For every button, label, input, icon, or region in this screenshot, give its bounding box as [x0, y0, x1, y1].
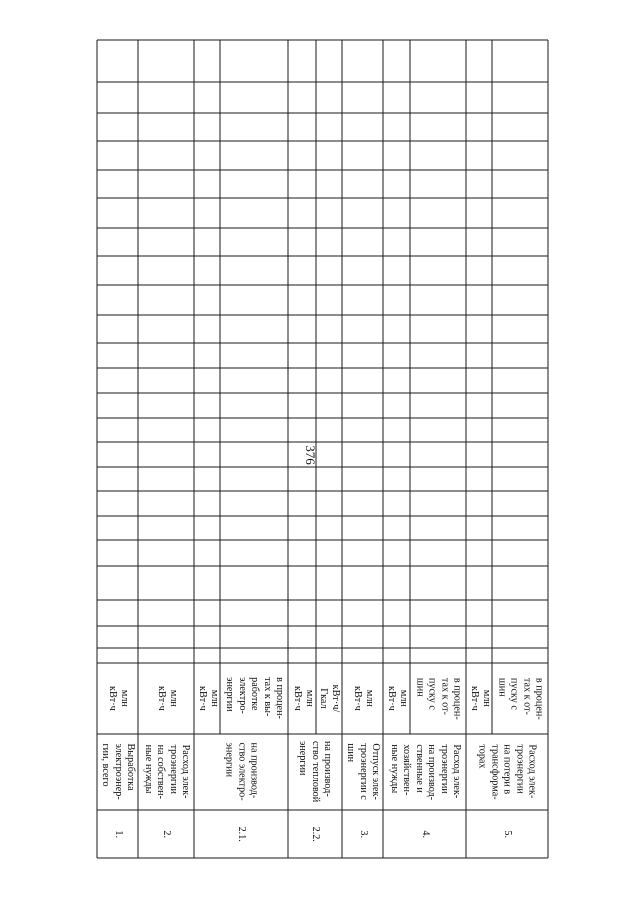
- row-2-number-cell: [138, 810, 194, 858]
- row-unit: млн кВт·ч: [155, 686, 179, 711]
- row-4-name-cell: [383, 734, 466, 810]
- row-2-2-number-cell: [288, 810, 342, 858]
- row-2-2-unit2-cell: [316, 663, 342, 734]
- row-unit-secondary: в процен- тах к вы- работке электро- энергии: [224, 677, 286, 720]
- row-3-name-cell: [342, 734, 383, 810]
- page-number: 376: [303, 445, 318, 465]
- row-name: Выработка электроэнер- гии, всего: [100, 743, 137, 801]
- row-number: 1.: [112, 830, 124, 838]
- row-unit: млн кВт·ч: [385, 686, 409, 711]
- row-2-1-name-cell: [194, 734, 288, 810]
- row-2-2-name-cell: [288, 734, 342, 810]
- row-3-unit-cell: [342, 663, 383, 734]
- row-number: 5.: [502, 830, 514, 838]
- row-unit-secondary: кВт·ч/ Гкал: [318, 684, 342, 713]
- row-2-1-number-cell: [194, 810, 288, 858]
- row-number: 2.: [161, 830, 173, 838]
- row-2-1-unit2-cell: [220, 663, 288, 734]
- row-number: 2.2.: [310, 826, 322, 842]
- row-2-1-unit-cell: [194, 663, 220, 734]
- row-name: Расход элек- троэнергии на потери в трансформа- торах: [477, 744, 539, 800]
- row-number: 3.: [357, 830, 369, 838]
- row-name: на производ- ство электро- энергии: [223, 742, 260, 802]
- row-number: 2.1.: [236, 826, 248, 842]
- row-2-2-unit-cell: [288, 663, 316, 734]
- row-unit: млн кВт·ч: [468, 686, 492, 711]
- row-name: Расход элек- троэнергии на собствен- ные нужды: [142, 744, 191, 800]
- row-name: на производ- ство тепловой энергии: [297, 741, 334, 803]
- row-1-number-cell: [97, 810, 138, 858]
- row-1-name-cell: [97, 734, 138, 810]
- row-unit-secondary: в процен- тах к от- пуску с шин: [414, 677, 463, 720]
- row-2-name-cell: [138, 734, 194, 810]
- row-5-unit-cell: [466, 663, 492, 734]
- row-2-unit-cell: [138, 663, 194, 734]
- row-1-unit-cell: [97, 663, 138, 734]
- row-unit-secondary: в процен- тах к от- пуску с шин: [496, 677, 545, 720]
- row-unit: млн кВт·ч: [351, 686, 375, 711]
- row-3-number-cell: [342, 810, 383, 858]
- row-4-number-cell: [383, 810, 466, 858]
- row-name: Расход элек- троэнергии на производ- ственные и хозяйствен- ные нужды: [388, 744, 462, 800]
- row-4-unit2-cell: [410, 663, 466, 734]
- row-5-unit2-cell: [492, 663, 548, 734]
- row-unit: млн кВт·ч: [291, 686, 315, 711]
- row-5-name-cell: [466, 734, 548, 810]
- row-unit: млн кВт·ч: [106, 686, 130, 711]
- row-unit: млн кВт·ч: [196, 686, 220, 711]
- row-5-number-cell: [466, 810, 548, 858]
- row-name: Отпуск элек- троэнергии с шин: [345, 743, 382, 801]
- row-number: 4.: [419, 830, 431, 838]
- row-4-unit-cell: [383, 663, 410, 734]
